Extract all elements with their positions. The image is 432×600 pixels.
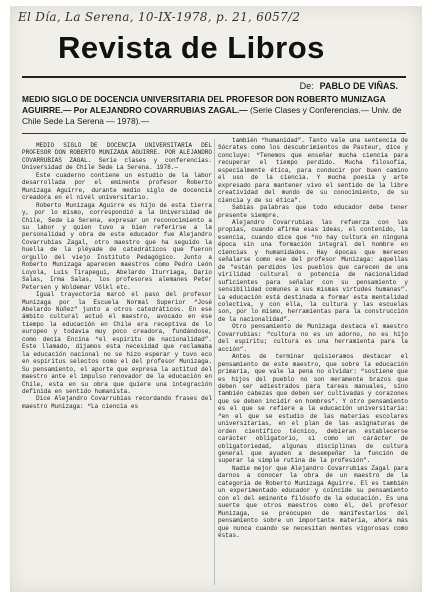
paragraph: MEDIO SIGLO DE DOCENCIA UNIVERSITARIA DEL PROFESOR DON ROBERTO MUNIZAGA AGUIRRE. POR ALEJANDRO COVARRUBIAS ZAGAL. Serie clases y conferencias. Universidad de Chile Sede La Serena. 1978.— (22, 142, 212, 172)
paragraph: Este cuaderno contiene un estudio de la labor desarrollada por el eminente profesor Roberto Munizaga Aguirre, durante medio siglo de docencia creadora en el nivel universitario. (22, 171, 212, 202)
article-column-right (218, 137, 408, 585)
byline-prefix: De: (299, 81, 314, 91)
paragraph: Nadie mejor que Alejandro Covarrubias Zagal para darnos a conocer la obra de un maestro de la categoría de Roberto Munizaga Aguirre. El es también un experimentado educador y coincide su pensamiento con el del eminente filósofo de la educación. Es una suerte que otros maestros como él, del profesor Munizaga, se preocupen de manifestarlos del pensamiento sobre un importante materia, ahora más que nunca cuando se necesitan mentes vigorosas como éstas. (218, 464, 408, 540)
headline-rule (22, 133, 406, 134)
paragraph: Antes de terminar quisieramos destacar el pensamiento de este maestro, que sobre la educación primaria, que vale la pena no olvidar: “sostiene que es hijos del pueblo no son meramente brazos que deben ser adiestrados para tareas manuales, sino también cabezas que deben ser cultivadas y corazones que se deben incidir en hombres”. Y otro pensamiento es el que se refiere a la educación universitaria: “en el que se estudio de las materias escolares universitarias, en el plan de las asignaturas de orden científico técnico, debieran establecerse carácter obligatorio, si como un carácter de obligatoriedad, algunas disciplinas de cultura general que ayuden a desempeñar la función de superar la simple rutina de la profesión”. (218, 353, 408, 465)
newspaper-clipping (10, 6, 422, 592)
article-column-left (22, 142, 212, 580)
article-headline (22, 94, 406, 127)
byline (300, 81, 398, 91)
paragraph: Roberto Munizaga Aguirre es hijo de esta tierra y, por lo mismo, correspondió a la Universidad de Chile, Sede La Serena, expresar un reconocimiento a su labor y quien tuvo a bien referirse a la personalidad y obra de este educador fue Alejandro Covarrubias Zagal, otro maestro que ha seguido la huella de la pléyade de catedráticos que fueron orgullo del viejo Instituto Pedagógico. Junto a Roberto Munizaga aparecen maestros como Pedro León Loyola, Luis Tirapegui, Abelardo Iturriaga, Darío Salas, Irma Salas, los profesores alemanes Peter Petersen y Woldemar Völkl etc. (22, 201, 212, 291)
column-divider (214, 139, 215, 585)
paragraph: Otro pensamiento de Munizaga destaca el maestro Covarrubias: “cultura no es un adorno, no es hijo del espíritu; cultura es una herramienta para la acción”. (218, 323, 408, 353)
paragraph: Dice Alejandro Covarrubias recordando frases del maestro Munizaga: “La ciencia es (22, 395, 212, 410)
paragraph: Sabias palabras que todo educador debe tener presente siempre. (218, 204, 408, 219)
byline-author: PABLO DE VIÑAS. (319, 81, 398, 91)
masthead-rule (22, 76, 406, 78)
headline-tail: (Serie Clases y Conferencias.— Univ. de Chile Sede La Serena — 1978).— (22, 105, 402, 126)
headline-main: MEDIO SIGLO DE DOCENCIA UNIVERSITARIA DEL PROFESOR DON ROBERTO MUNIZAGA AGUIRRE.— Por ALEJANDRO COVARRUBIAS ZAGAL.— (22, 94, 386, 115)
handwritten-annotation: El Día, La Serena, 10-IX-1978, p. 21, 6057/2 (18, 10, 301, 24)
section-masthead: Revista de Libros (58, 30, 325, 65)
paragraph: también “humanidad”. Tanto vale una sentencia de Sócrates como los descubrimientos de Pasteur, dice y concluye: “Tenemos que enseñar mucha ciencia para recuperar el tiempo perdido. Mucha filosofía, especialmente ética, para conducir por buen camino el uso de la ciencia. Y mucha poesía y arte expresado para mantener vivo el sentido de la libre creatividad del mundo de su conocimiento, de su ciencia y de su ética”. (218, 137, 408, 204)
paragraph: Alejandro Covarrubias las refuerza con las propias, cuando afirma esas ideas, el contenido, la esencia, cuando dice que “no hay cultura en ninguna época sin una formación integral del hombre en ciencias y humanidades. Hay épocas que merecen señalarse como ese del profesor Munizaga: aquellas de ”están perdidos los pueblos que carecen de una virilidad cultural o potencia de nacionalidad suficientes para señalar con su pensamiento y sensibilidad comunes a sus mismas virtudes humanas”. La educación está destinada a formar esta mentalidad colectiva, y con ella, la cultura y las escuelas son, por lo mismo, herramientas para la construcción de la nacionalidad”. (218, 218, 408, 323)
paragraph: Igual trayectoria marcó el paso del profesor Munizaga por la Escuela Normal Superior “José Abelardo Núñez” junto a otros catedráticos. En ese ámbito cultural actuó el maestro, avocado en ese tiempo la educación en Chile era receptiva de lo europeo y todavía muy poco creadora, fundándose, como decía Encina “el espíritu de nacionalidad”. Este llamado, dijamos esta necesidad que reclamaba la educación nacional no se hizo esperar y tuvo eco en espíritus selectos como el del profesor Munizaga. Su pensamiento, el aporte que expresa la actitud del maestro ante el impulso renovador de la educación en Chile, esta en su obra que quiere una integración definida en sentido humanista. (22, 291, 212, 395)
